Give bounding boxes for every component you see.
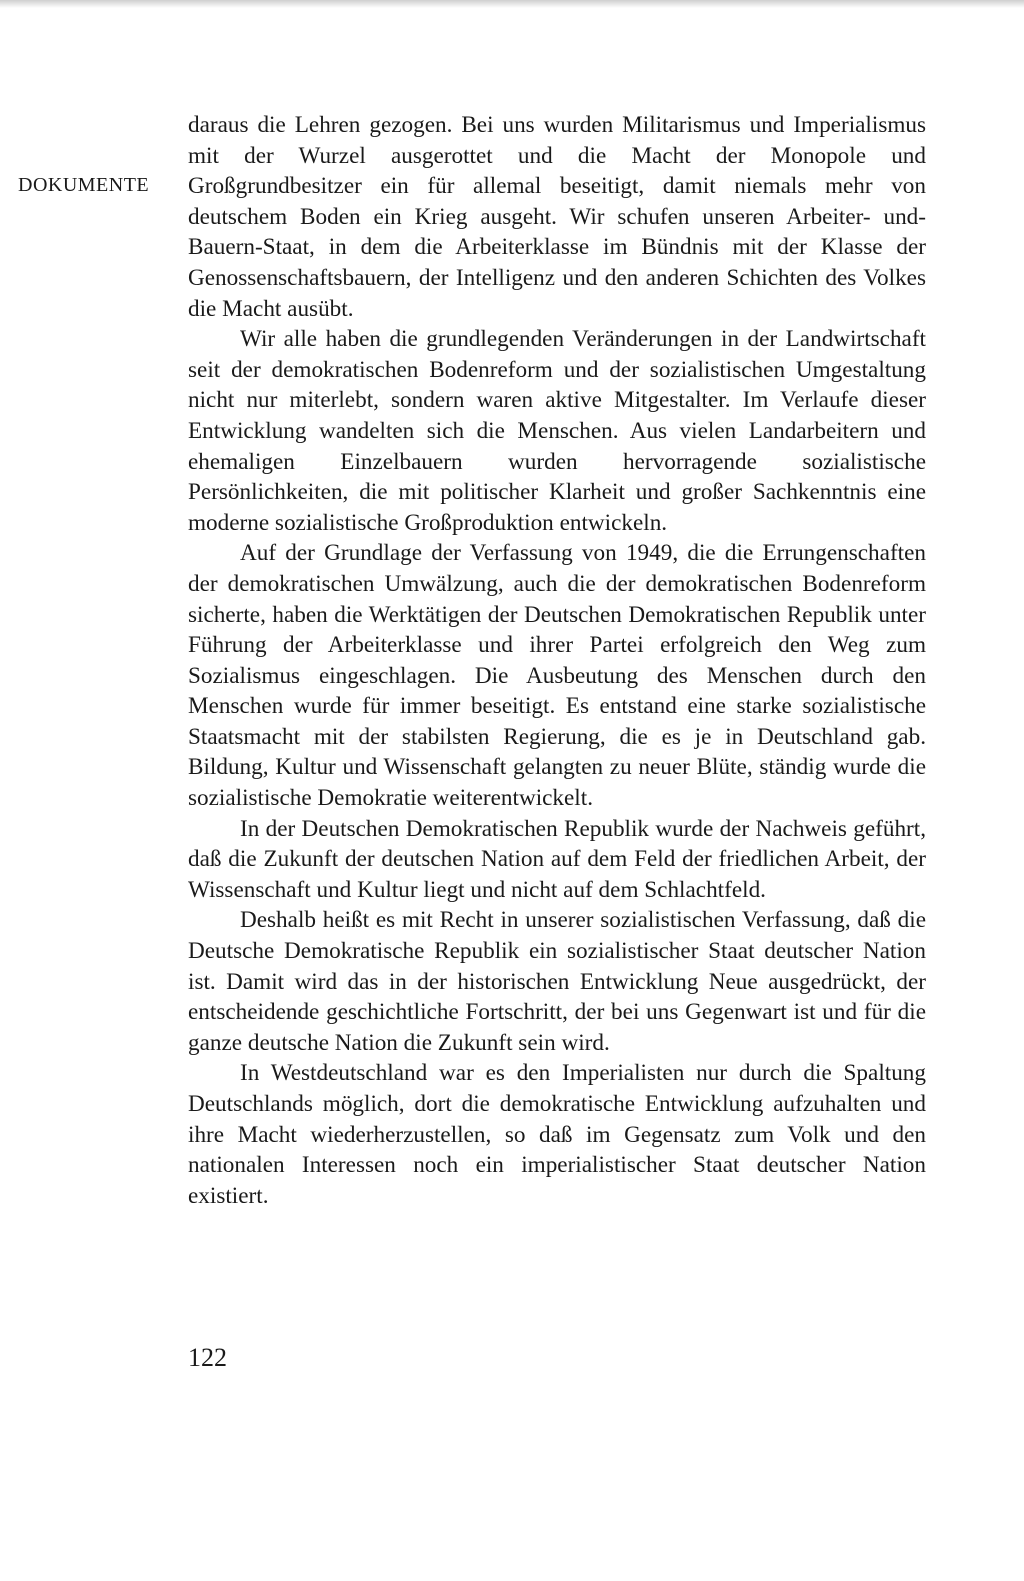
paragraph-5: Deshalb heißt es mit Recht in unserer sozialistischen Verfassung, daß die Deutsche Demokratische Republik ein sozialistischer Staat deutscher Nation ist. Damit wird das in der historischen Entwicklung Neue ausgedrückt, der entscheidende geschichtliche Fortschritt, der bei uns Gegenwart ist und für die ganze deutsche Nation die Zukunft sein wird.: [188, 907, 926, 1056]
paragraph-1: daraus die Lehren gezogen. Bei uns wurden Militarismus und Imperialismus mit der Wurzel ausgerottet und die Macht der Monopole und Großgrundbesitzer ein für allemal beseitigt, damit niemals mehr von deutschem Boden ein Krieg ausgeht. Wir schufen unseren Arbeiter- und-Bauern-Staat, in dem die Arbeiterklasse im Bündnis mit der Klasse der Genossenschaftsbauern, der Intelligenz und den anderen Schichten des Volkes die Macht ausübt.: [188, 112, 926, 322]
paragraph-6: In Westdeutschland war es den Imperialisten nur durch die Spaltung Deutschlands möglich, dort die demokratische Entwicklung aufzuhalten und ihre Macht wiederherzustellen, so daß im Gegensatz zum Volk und den nationalen Interessen noch ein imperialistischer Staat deutscher Nation existiert.: [188, 1060, 926, 1209]
paragraph-3: Auf der Grundlage der Verfassung von 1949, die die Errungenschaften der demokratischen Umwälzung, auch die der demokratischen Bodenreform sicherte, haben die Werktätigen der Deutschen Demokratischen Republik unter Führung der Arbeiterklasse und ihrer Partei erfolgreich den Weg zum Sozialismus eingeschlagen. Die Ausbeutung des Menschen durch den Menschen wurde für immer beseitigt. Es entstand eine starke sozialistische Staatsmacht mit der stabilsten Regierung, die es je in Deutschland gab. Bildung, Kultur und Wissenschaft gelangten zu neuer Blüte, ständig wurde die sozialistische Demokratie weiterentwickelt.: [188, 540, 926, 812]
paragraph-4: In der Deutschen Demokratischen Republik wurde der Nachweis geführt, daß die Zukunft der deutschen Nation auf dem Feld der friedlichen Arbeit, der Wissenschaft und Kultur liegt und nicht auf dem Schlachtfeld.: [188, 815, 926, 903]
margin-section-label: DOKUMENTE: [18, 174, 150, 196]
paragraph-2: Wir alle haben die grundlegenden Veränderungen in der Landwirtschaft seit der demokratischen Bodenreform und der sozialistischen Umgestaltung nicht nur miterlebt, sondern waren aktive Mitgestalter. Im Verlaufe dieser Entwicklung wandelten sich die Menschen. Aus vielen Landarbeitern und ehemaligen Einzelbauern wurden hervorragende sozialistische Persönlichkeiten, die mit politischer Klarheit und großer Sachkenntnis eine moderne sozialistische Großproduktion entwickeln.: [188, 326, 926, 536]
page-number: 122: [188, 1343, 227, 1372]
body-text: [188, 110, 926, 1211]
page-top-edge: [0, 0, 1024, 8]
